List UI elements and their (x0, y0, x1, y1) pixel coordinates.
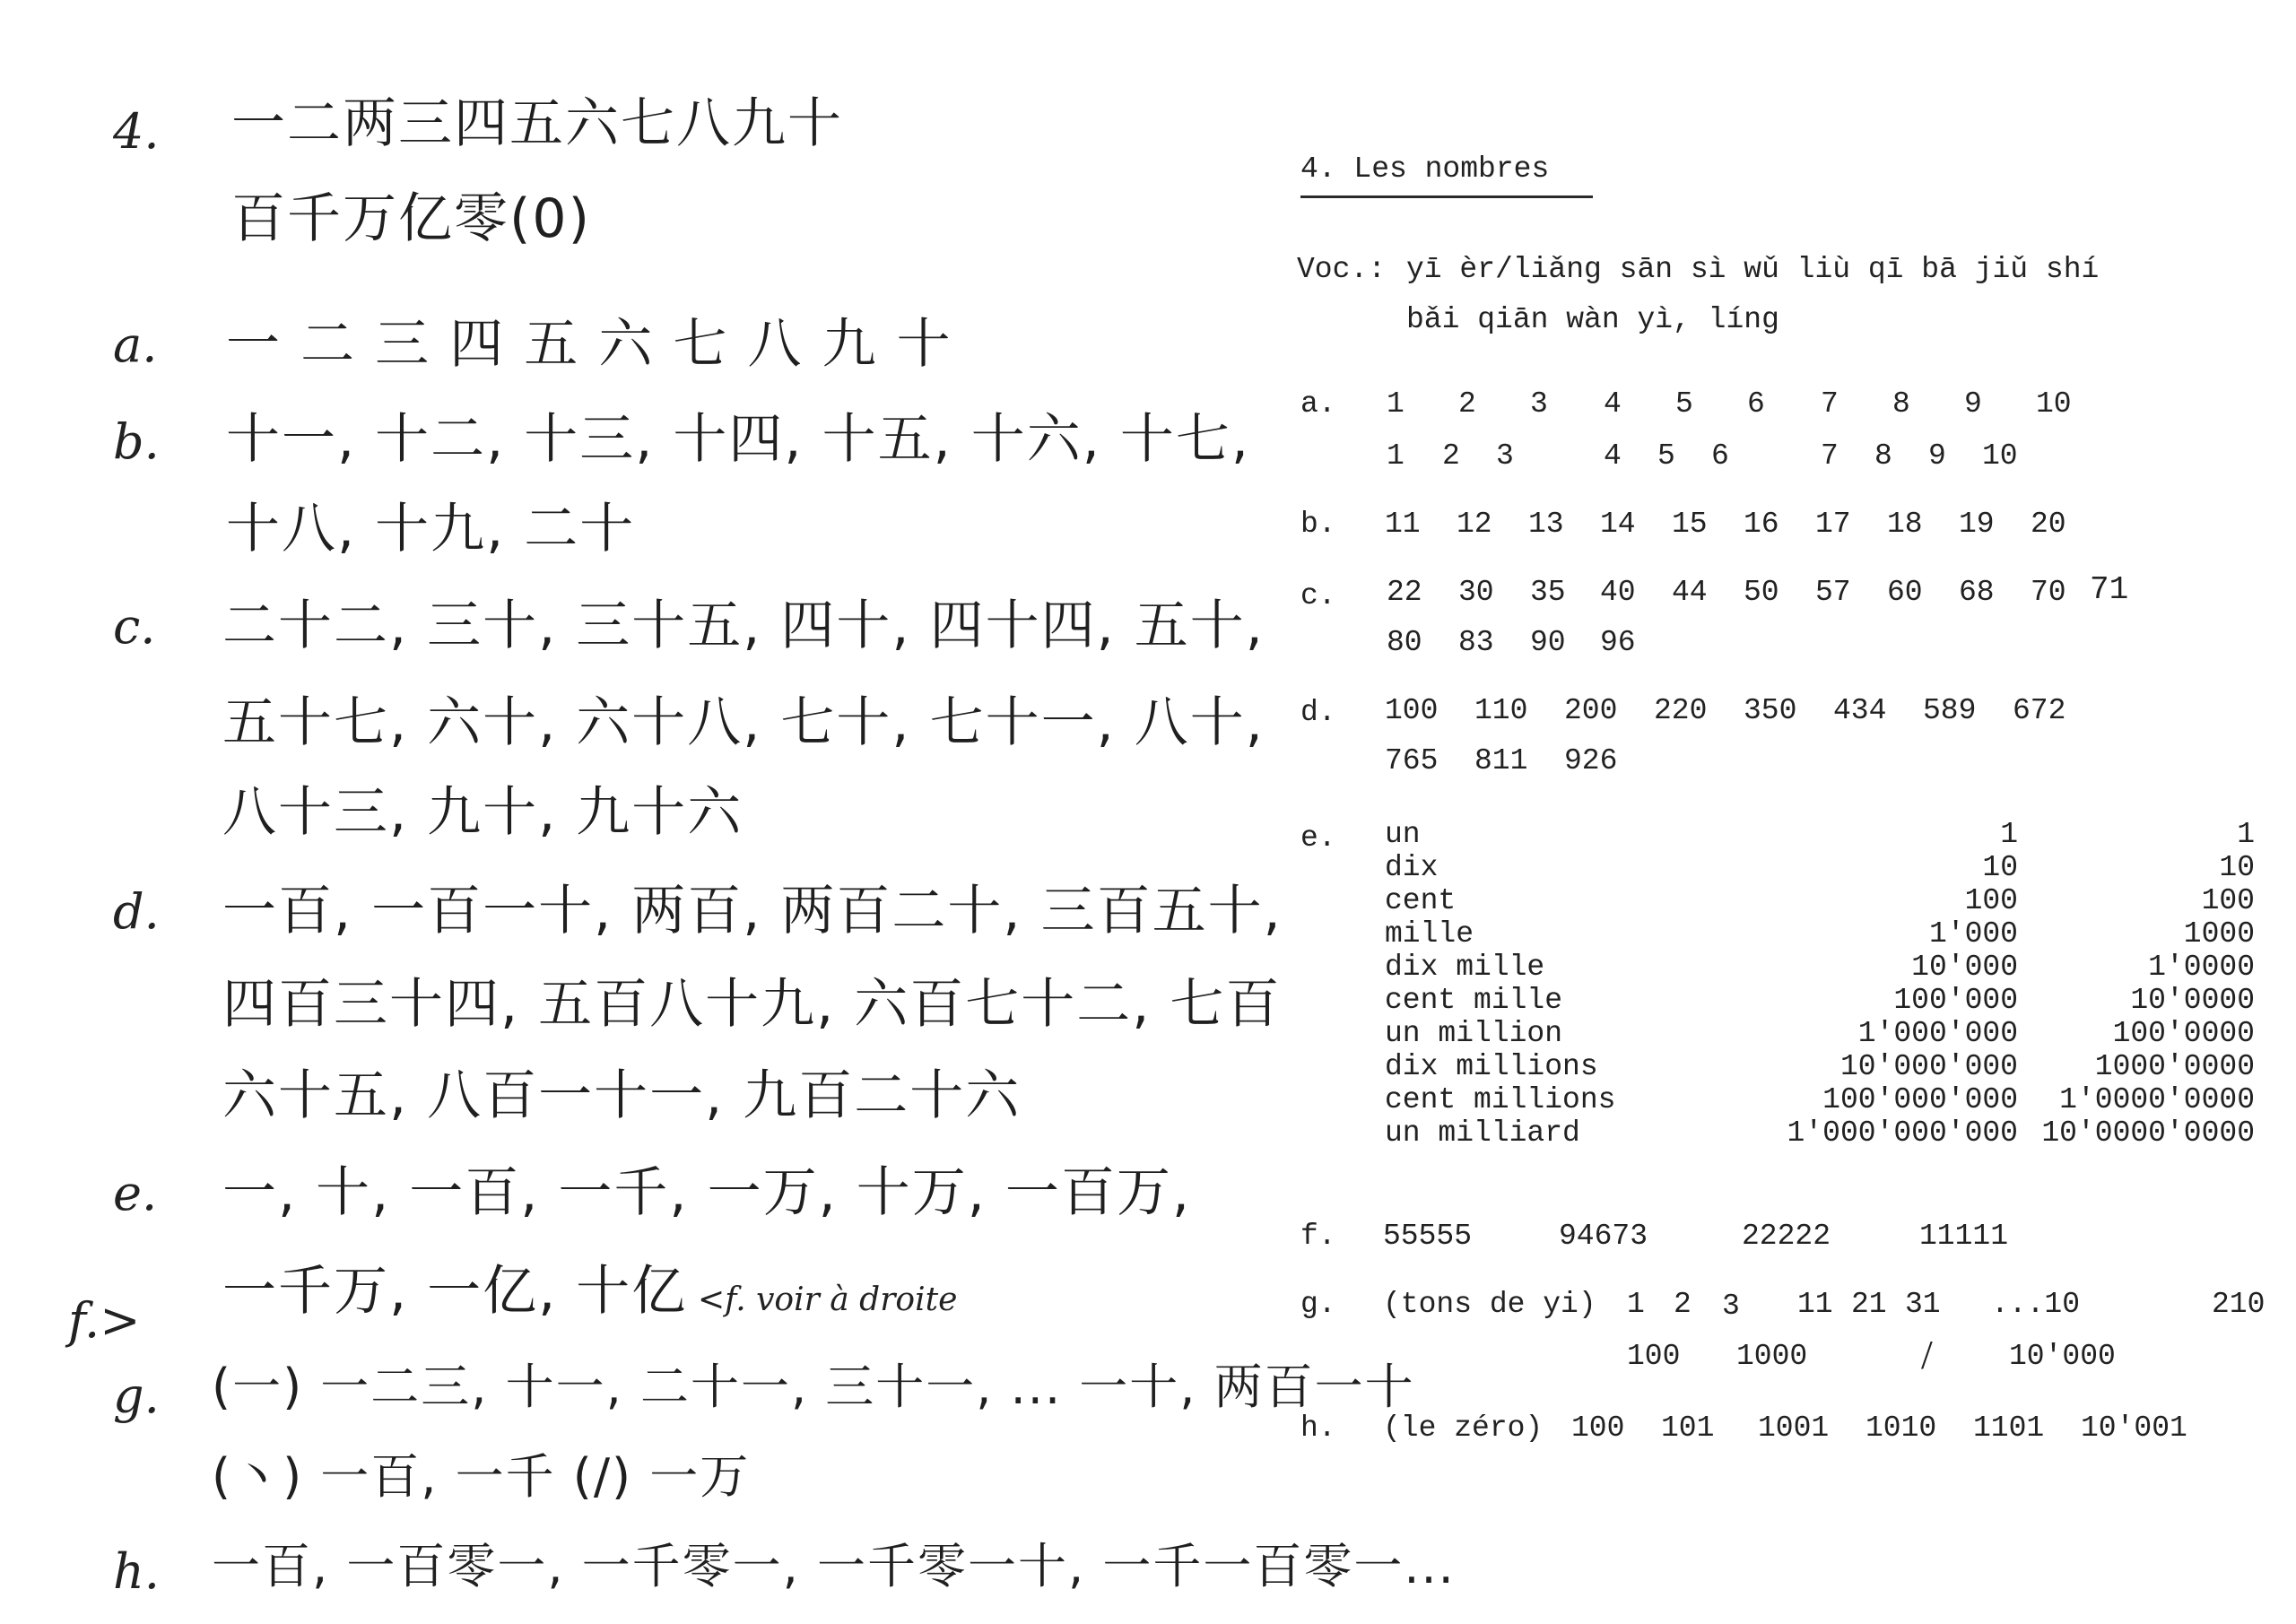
chinese-9: 1'0000'0000 (2059, 1083, 2255, 1116)
section-title: 4. Les nombres (1300, 152, 1550, 186)
g-7: ...10 (1991, 1288, 2081, 1321)
exercise-g-line-2: (丶) 一百, 一千 (/) 一万 (212, 1448, 751, 1505)
chinese-2: 10 (2219, 851, 2255, 884)
chinese-3: 100 (2201, 884, 2255, 917)
a-row2-2: 2 (1442, 439, 1460, 473)
f-1: 55555 (1383, 1220, 1473, 1253)
chinese-6: 10'0000 (2130, 984, 2255, 1017)
h-6: 10'001 (2081, 1411, 2187, 1445)
word-3: cent (1385, 884, 1457, 917)
c-2: 30 (1458, 576, 1494, 609)
see-right-note: <f. voir à droite (698, 1281, 958, 1318)
d-1: 100 (1385, 694, 1439, 727)
b-5: 15 (1672, 508, 1708, 541)
row-label-b: b. (1300, 508, 1336, 541)
a-row1-4: 4 (1604, 387, 1622, 421)
exercise-a-line-1: 一 二 三 四 五 六 七 八 九 十 (226, 313, 952, 376)
western-9: 100'000'000 (1822, 1083, 2018, 1116)
exercise-c-line-2: 五十七, 六十, 六十八, 七十, 七十一, 八十, (222, 691, 1265, 754)
western-4: 1'000 (1928, 917, 2018, 951)
b-7: 17 (1815, 508, 1851, 541)
word-8: dix millions (1385, 1050, 1598, 1083)
d-9: 765 (1385, 744, 1439, 777)
a-row2-7: 7 (1821, 439, 1839, 473)
b-10: 20 (2031, 508, 2066, 541)
exercise-d-line-2: 四百三十四, 五百八十九, 六百七十二, 七百 (222, 973, 1282, 1036)
b-8: 18 (1887, 508, 1923, 541)
word-4: mille (1385, 917, 1474, 951)
exercise-h-line-1: 一百, 一百零一, 一千零一, 一千零一十, 一千一百零一... (212, 1538, 1456, 1594)
chinese-1: 1 (2237, 818, 2255, 851)
row-label-g: g. (1300, 1288, 1336, 1321)
d-2: 110 (1474, 694, 1528, 727)
exercise-label-d: d. (113, 883, 160, 940)
h-3: 1001 (1758, 1411, 1830, 1445)
typewritten-french-column (1274, 0, 2296, 1624)
voc-line-2: bǎi qiān wàn yì, líng (1406, 303, 1779, 336)
d-5: 350 (1744, 694, 1797, 727)
exercise-b-line-2: 十八, 十九, 二十 (226, 498, 636, 560)
chinese-5: 1'0000 (2148, 951, 2255, 984)
a-row2-4: 4 (1604, 439, 1622, 473)
western-3: 100 (1964, 884, 2018, 917)
western-7: 1'000'000 (1857, 1017, 2018, 1050)
exercise-e-line-2: 一千万, 一亿, 十亿 (222, 1260, 688, 1323)
exercise-label-a: a. (113, 317, 158, 373)
d-10: 811 (1474, 744, 1528, 777)
word-6: cent mille (1385, 984, 1563, 1017)
c-7: 57 (1815, 576, 1851, 609)
voc-line-1: yī èr/liǎng sān sì wǔ liù qī bā jiǔ shí (1406, 253, 2100, 286)
a-row1-3: 3 (1530, 387, 1548, 421)
c-11: 71 (2090, 571, 2129, 608)
a-row2-5: 5 (1657, 439, 1675, 473)
c-6: 50 (1744, 576, 1779, 609)
a-row1-8: 8 (1892, 387, 1910, 421)
b-3: 13 (1528, 508, 1564, 541)
word-10: un milliard (1385, 1116, 1580, 1150)
row-label-h: h. (1300, 1411, 1336, 1445)
exercise-c-line-1: 二十二, 三十, 三十五, 四十, 四十四, 五十, (222, 595, 1265, 657)
h-1: 100 (1571, 1411, 1625, 1445)
title-underline (1300, 195, 1593, 198)
d-8: 672 (2013, 694, 2066, 727)
c-1: 22 (1387, 576, 1422, 609)
b-4: 14 (1600, 508, 1636, 541)
c-8: 60 (1887, 576, 1923, 609)
a-row1-5: 5 (1675, 387, 1693, 421)
d-7: 589 (1923, 694, 1977, 727)
d-11: 926 (1564, 744, 1618, 777)
western-6: 100'000 (1893, 984, 2018, 1017)
word-2: dix (1385, 851, 1439, 884)
d-6: 434 (1833, 694, 1887, 727)
voc-label: Voc.: (1297, 253, 1387, 286)
exercise-label-e: e. (113, 1165, 158, 1221)
row-label-f: f. (1300, 1220, 1336, 1253)
exercise-e-line-1: 一, 十, 一百, 一千, 一万, 十万, 一百万, (222, 1161, 1191, 1224)
d-3: 200 (1564, 694, 1618, 727)
western-2: 10 (1982, 851, 2018, 884)
a-row1-6: 6 (1747, 387, 1765, 421)
a-row2-10: 10 (1982, 439, 2018, 473)
g-prefix: (tons de yi) (1383, 1288, 1596, 1321)
exercise-d-line-1: 一百, 一百一十, 两百, 两百二十, 三百五十, (222, 880, 1283, 942)
g-1: 1 (1627, 1288, 1645, 1321)
c-15: 96 (1600, 626, 1636, 659)
row-label-c: c. (1300, 579, 1336, 612)
h-4: 1010 (1866, 1411, 1937, 1445)
g-2: 2 (1674, 1288, 1692, 1321)
g-slash: / (1921, 1332, 1933, 1377)
a-row1-9: 9 (1964, 387, 1982, 421)
a-row2-1: 1 (1387, 439, 1405, 473)
c-13: 83 (1458, 626, 1494, 659)
g-11: 10'000 (2009, 1340, 2116, 1373)
word-9: cent millions (1385, 1083, 1616, 1116)
a-row1-2: 2 (1458, 387, 1476, 421)
exercise-label-h: h. (113, 1543, 160, 1600)
row-label-d: d. (1300, 696, 1336, 729)
row-label-e: e. (1300, 821, 1336, 855)
b-6: 16 (1744, 508, 1779, 541)
word-5: dix mille (1385, 951, 1545, 984)
f-2: 94673 (1559, 1220, 1648, 1253)
g-10: 1000 (1736, 1340, 1808, 1373)
exercise-label-c: c. (113, 598, 156, 655)
a-row2-8: 8 (1874, 439, 1892, 473)
b-1: 11 (1385, 508, 1421, 541)
g-8: 210 (2212, 1288, 2266, 1321)
chinese-grouping-column (1937, 818, 2255, 1150)
exercise-label-f: f.> (68, 1292, 141, 1349)
western-1: 1 (2000, 818, 2018, 851)
c-14: 90 (1530, 626, 1566, 659)
c-4: 40 (1600, 576, 1636, 609)
word-1: un (1385, 818, 1421, 851)
a-row2-6: 6 (1711, 439, 1729, 473)
western-8: 10'000'000 (1839, 1050, 2018, 1083)
b-2: 12 (1457, 508, 1492, 541)
f-4: 11111 (1919, 1220, 2009, 1253)
vocab-line-1: 一二两三四五六七八九十 (231, 92, 843, 155)
chinese-8: 1000'0000 (2094, 1050, 2255, 1083)
exercise-g-line-1: (一) 一二三, 十一, 二十一, 三十一, ... 一十, 两百一十 (212, 1359, 1415, 1415)
chinese-10: 10'0000'0000 (2041, 1116, 2255, 1150)
c-9: 68 (1959, 576, 1995, 609)
g-9: 100 (1627, 1340, 1681, 1373)
western-5: 10'000 (1911, 951, 2018, 984)
b-9: 19 (1959, 508, 1995, 541)
c-12: 80 (1387, 626, 1422, 659)
h-prefix: (le zéro) (1383, 1411, 1544, 1445)
vocab-line-2: 百千万亿零(0) (231, 187, 591, 250)
g-6: 31 (1905, 1288, 1941, 1321)
d-4: 220 (1654, 694, 1708, 727)
g-3: 3 (1722, 1290, 1740, 1323)
exercise-label-g: g. (113, 1368, 160, 1424)
f-3: 22222 (1742, 1220, 1831, 1253)
g-5: 21 (1851, 1288, 1887, 1321)
row-label-a: a. (1300, 387, 1336, 421)
c-5: 44 (1672, 576, 1708, 609)
g-4: 11 (1797, 1288, 1833, 1321)
a-row2-3: 3 (1496, 439, 1514, 473)
a-row1-10: 10 (2036, 387, 2072, 421)
a-row1-1: 1 (1387, 387, 1405, 421)
a-row2-9: 9 (1928, 439, 1946, 473)
french-number-words (1385, 818, 1615, 1150)
c-10: 70 (2031, 576, 2066, 609)
h-5: 1101 (1973, 1411, 2045, 1445)
exercise-b-line-1: 十一, 十二, 十三, 十四, 十五, 十六, 十七, (226, 408, 1250, 471)
word-7: un million (1385, 1017, 1563, 1050)
a-row1-7: 7 (1821, 387, 1839, 421)
exercise-label-b: b. (113, 413, 160, 470)
chinese-7: 100'0000 (2112, 1017, 2255, 1050)
exercise-d-line-3: 六十五, 八百一十一, 九百二十六 (222, 1064, 1022, 1127)
h-2: 101 (1661, 1411, 1715, 1445)
c-3: 35 (1530, 576, 1566, 609)
western-10: 1'000'000'000 (1787, 1116, 2018, 1150)
exercise-c-line-3: 八十三, 九十, 九十六 (222, 781, 744, 844)
section-number: 4. (113, 103, 160, 160)
chinese-4: 1000 (2183, 917, 2255, 951)
